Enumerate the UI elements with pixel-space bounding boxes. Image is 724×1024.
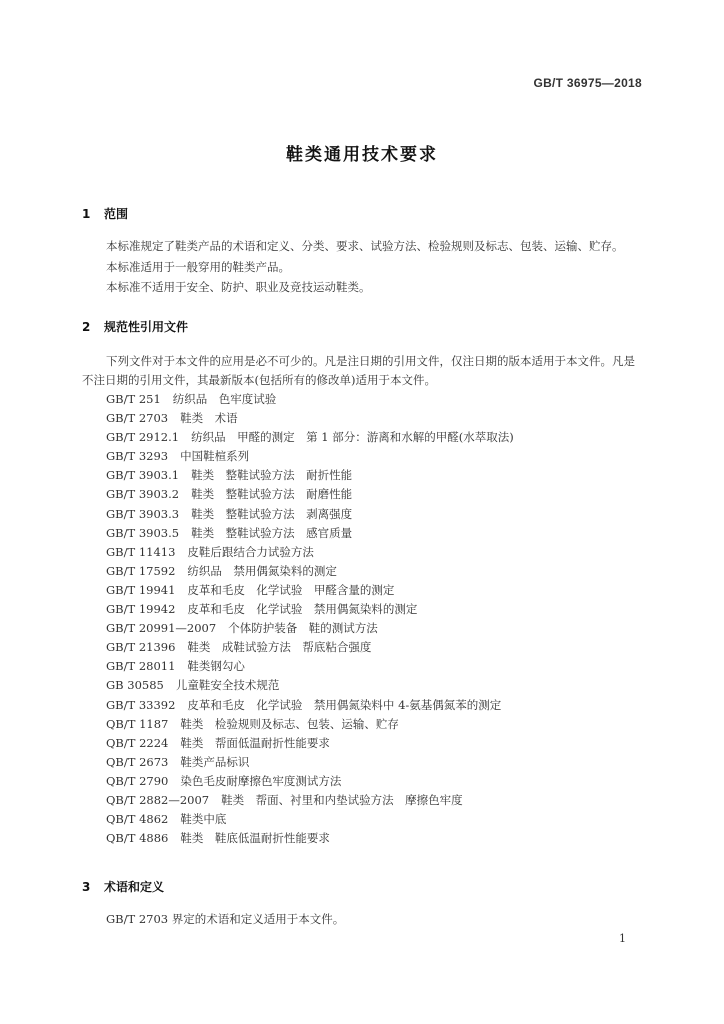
section-2-intro (82, 352, 642, 390)
reference-title: 染色毛皮耐摩擦色牢度测试方法 (180, 773, 342, 788)
reference-code: QB/T 4886 (106, 831, 169, 846)
reference-item (106, 619, 646, 638)
paragraph-text: 本标准适用于一般穿用的鞋类产品。 (106, 260, 290, 274)
reference-title: 鞋类 成鞋试验方法 帮底粘合强度 (187, 640, 372, 655)
reference-item (106, 676, 646, 695)
reference-item (106, 829, 646, 848)
reference-code: GB/T 3903.2 (106, 487, 180, 502)
reference-item (106, 600, 646, 619)
section-1-paragraph-3 (82, 278, 642, 297)
reference-title: 鞋类 整鞋试验方法 感官质量 (191, 525, 353, 540)
paragraph-text: 下列文件对于本文件的应用是必不可少的。凡是注日期的引用文件，仅注日期的版本适用于本文件。凡是不注日期的引用文件，其最新版本(包括所有的修改单)适用于本文件。 (82, 354, 635, 387)
reference-title: 鞋类中底 (180, 812, 227, 827)
section-3-heading (82, 878, 164, 895)
reference-code: QB/T 2224 (106, 735, 169, 750)
reference-code: GB/T 17592 (106, 563, 176, 578)
reference-code: GB/T 28011 (106, 659, 176, 674)
reference-item (106, 447, 646, 466)
reference-item (106, 505, 646, 524)
reference-code: GB/T 3293 (106, 449, 169, 464)
reference-title: 个体防护装备 鞋的测试方法 (228, 621, 378, 636)
reference-title: 鞋类 术语 (180, 411, 238, 426)
reference-item (106, 715, 646, 734)
reference-code: GB/T 11413 (106, 544, 176, 559)
reference-title: 鞋类钢勾心 (187, 659, 245, 674)
section-1-paragraph-1 (82, 237, 642, 256)
reference-title: 鞋类 帮面低温耐折性能要求 (180, 735, 330, 750)
section-title: 规范性引用文件 (104, 320, 189, 334)
reference-item (106, 657, 646, 676)
reference-item (106, 562, 646, 581)
reference-code: QB/T 4862 (106, 812, 169, 827)
section-number: 3 (82, 880, 91, 894)
reference-title: 鞋类 检验规则及标志、包装、运输、贮存 (180, 716, 399, 731)
reference-title: 纺织品 甲醛的测定 第 1 部分：游离和水解的甲醛(水萃取法) (191, 430, 514, 445)
standard-code: GB/T 36975—2018 (533, 76, 642, 90)
reference-code: GB/T 3903.5 (106, 525, 180, 540)
reference-item (106, 485, 646, 504)
reference-code: GB/T 33392 (106, 697, 176, 712)
reference-code: GB/T 19941 (106, 582, 176, 597)
normative-reference-list (106, 390, 646, 848)
reference-item (106, 696, 646, 715)
reference-code: QB/T 2673 (106, 754, 169, 769)
paragraph-text: GB/T 2703 界定的术语和定义适用于本文件。 (106, 912, 345, 926)
section-1-paragraph-2 (82, 258, 642, 277)
paragraph-text: 本标准不适用于安全、防护、职业及竞技运动鞋类。 (106, 280, 371, 294)
reference-item (106, 810, 646, 829)
reference-title: 皮革和毛皮 化学试验 禁用偶氮染料中 4-氨基偶氮苯的测定 (187, 697, 502, 712)
paragraph-text: 本标准规定了鞋类产品的术语和定义、分类、要求、试验方法、检验规则及标志、包装、运输、贮存。 (106, 239, 624, 253)
section-title: 范围 (104, 207, 129, 221)
section-3-paragraph-1 (82, 910, 642, 929)
reference-item (106, 428, 646, 447)
reference-item (106, 734, 646, 753)
page-number: 1 (619, 932, 626, 945)
reference-code: QB/T 2882—2007 (106, 792, 210, 807)
reference-title: 鞋类 鞋底低温耐折性能要求 (180, 831, 330, 846)
reference-title: 纺织品 色牢度试验 (172, 392, 277, 406)
reference-code: GB/T 21396 (106, 640, 176, 655)
section-number: 2 (82, 320, 91, 334)
reference-item (106, 753, 646, 772)
reference-title: 中国鞋楦系列 (180, 449, 250, 464)
reference-code: GB/T 19942 (106, 602, 176, 617)
reference-item (106, 543, 646, 562)
section-title: 术语和定义 (104, 880, 165, 894)
reference-code: GB/T 2912.1 (106, 430, 180, 445)
reference-title: 鞋类产品标识 (180, 754, 250, 769)
reference-item (106, 772, 646, 791)
reference-title: 儿童鞋安全技术规范 (175, 678, 280, 693)
reference-item (106, 390, 646, 409)
reference-title: 鞋类 整鞋试验方法 耐磨性能 (191, 487, 353, 502)
reference-title: 皮革和毛皮 化学试验 甲醛含量的测定 (187, 582, 395, 597)
reference-code: GB/T 3903.3 (106, 506, 180, 521)
reference-item (106, 791, 646, 810)
document-title: 鞋类通用技术要求 (286, 145, 438, 165)
reference-item (106, 581, 646, 600)
section-1-heading (82, 205, 128, 222)
reference-code: GB 30585 (106, 678, 164, 693)
reference-title: 皮革和毛皮 化学试验 禁用偶氮染料的测定 (187, 602, 418, 617)
reference-code: GB/T 2703 (106, 411, 169, 426)
reference-item (106, 638, 646, 657)
section-2-heading (82, 318, 188, 335)
reference-title: 鞋类 帮面、衬里和内垫试验方法 摩擦色牢度 (221, 792, 463, 807)
reference-title: 皮鞋后跟结合力试验方法 (187, 544, 314, 559)
section-number: 1 (82, 207, 91, 221)
reference-title: 鞋类 整鞋试验方法 剥离强度 (191, 506, 353, 521)
reference-item (106, 466, 646, 485)
reference-code: GB/T 20991—2007 (106, 621, 217, 636)
reference-code: QB/T 2790 (106, 773, 169, 788)
reference-code: GB/T 251 (106, 392, 161, 406)
reference-item (106, 524, 646, 543)
reference-title: 纺织品 禁用偶氮染料的测定 (187, 563, 337, 578)
reference-item (106, 409, 646, 428)
reference-code: GB/T 3903.1 (106, 468, 180, 483)
reference-code: QB/T 1187 (106, 716, 169, 731)
reference-title: 鞋类 整鞋试验方法 耐折性能 (191, 468, 353, 483)
